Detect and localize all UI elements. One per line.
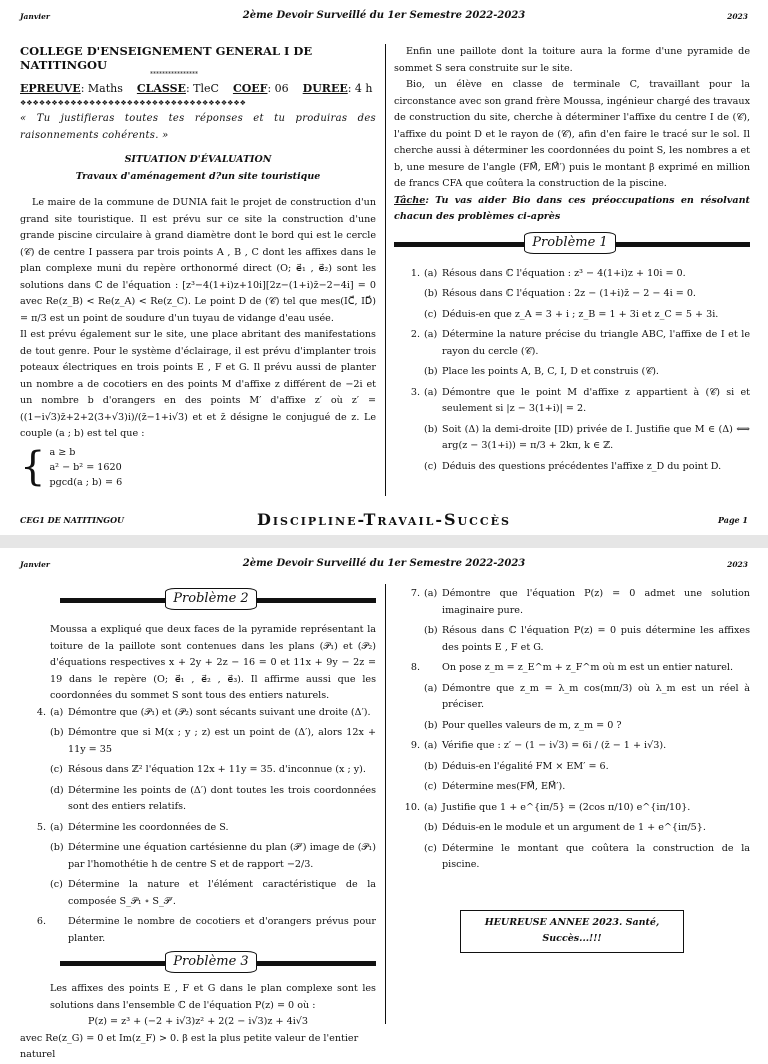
question-letter: (b)	[424, 822, 438, 833]
question-letter: (a)	[424, 588, 438, 599]
question-item	[394, 327, 750, 360]
diamond-decoration: ❖❖❖❖❖❖❖❖❖❖❖❖❖❖❖❖❖❖❖❖❖❖❖❖❖❖❖❖❖❖❖❖❖❖❖❖	[20, 99, 246, 107]
question-item	[394, 422, 750, 455]
task-label: Tâche	[394, 194, 426, 206]
question-number: 10.	[404, 801, 420, 813]
question-number	[20, 877, 46, 910]
problem-1-heading	[394, 232, 750, 256]
question-item	[394, 841, 750, 874]
question-item	[20, 840, 376, 873]
question-text: Place les points A, B, C, I, D et construis (𝒞).	[442, 366, 659, 377]
task-text: : Tu vas aider Bio dans ces préoccupations en résolvant chacun des problèmes ci-après	[394, 194, 750, 222]
question-text: Résous dans ℤ² l'équation 12x + 11y = 35. d'inconnue (x ; y).	[68, 764, 366, 775]
question-number	[20, 783, 46, 816]
question-letter: (a)	[424, 740, 438, 751]
header-title: 2ème Devoir Surveillé du 1er Semestre 2022-2023	[242, 10, 526, 21]
question-number: 8.	[410, 662, 420, 673]
question-number: 5.	[36, 821, 46, 833]
question-text: Détermine le nombre de cocotiers et d'orangers prévus pour planter.	[68, 916, 376, 944]
question-letter: (a)	[50, 821, 64, 833]
question-item	[20, 914, 376, 947]
right-paragraph-2: Bio, un élève en classe de terminale C, travaillant pour la circonstance avec son grand frère Moussa, ingénieur chargé des travaux de construction du site, cherche à déterminer l'affixe du centre I de (𝒞), l'affixe du point D et le rayon de (𝒞), afin d'en faire le tracé sur le sol. Il cherche aussi à déterminer les coordonnées du point S, les nombres a et b, une mesure de l'angle (FM⃗, EM⃗′) puis le montant β exprimé en million de francs CFA que coûtera la construction de la piscine.	[394, 79, 750, 189]
question-item	[20, 705, 376, 722]
header-year: 2023	[727, 12, 748, 21]
advice-text: « Tu justifieras toutes tes réponses et tu produiras des raisonnements cohérents. »	[20, 113, 376, 141]
question-letter	[50, 914, 68, 947]
question-text: Détermine la nature précise du triangle ABC, l'affixe de I et le rayon du cercle (𝒞).	[442, 329, 750, 357]
question-item	[394, 779, 750, 796]
header-title: 2ème Devoir Surveillé du 1er Semestre 2022-2023	[242, 558, 526, 569]
coef-label: COEF	[232, 82, 268, 95]
question-text: Démontre que le point M d'affixe z appartient à (𝒞) si et seulement si |z − 3(1+i)| = 2.	[442, 386, 750, 414]
epreuve-label: EPREUVE	[20, 82, 81, 95]
situation-title: SITUATION D'ÉVALUATION	[124, 154, 272, 165]
header-month: Janvier	[20, 12, 50, 21]
intro-paragraph-1: Le maire de la commune de DUNIA fait le projet de construction d'un grand site touristique. Il est prévu sur ce site la construction d'une grande piscine circulaire à grand diamètre dont le bord qui est le cercle (𝒞) de centre I passera par trois points A , B , C dont les affixes dans le plan complexe muni du repère orthonormé direct (O; e⃗₁ , e⃗₂) sont les solutions dans ℂ de l'équation : [z³−4(1+i)z+10i][2z−(1+i)z̄−2−4i] = 0 avec Re(z_B) < Re(z_A) < Re(z_C). Le point D de (𝒞) tel que mes(IC⃗, ID⃗) = π/3 est un point de soudure d'un tuyau de vidange d'eau usée.	[20, 197, 376, 324]
question-number	[394, 623, 420, 656]
question-text: Démontre que l'équation P(z) = 0 admet une solution imaginaire pure.	[442, 588, 750, 616]
left-column-2	[20, 586, 376, 1064]
problem-2-heading	[20, 588, 376, 612]
problem-2-title: Problème 2	[165, 588, 257, 610]
right-column	[394, 44, 750, 479]
problem-3-title: Problème 3	[165, 951, 257, 973]
question-item	[394, 286, 750, 303]
page-separator	[0, 535, 768, 548]
question-letter: (c)	[50, 879, 63, 890]
question-number	[394, 779, 420, 796]
page-footer	[20, 510, 748, 530]
question-item	[20, 762, 376, 779]
question-item	[20, 725, 376, 758]
question-number	[394, 820, 420, 837]
question-number	[394, 286, 420, 303]
question-letter: (b)	[424, 719, 438, 731]
question-text: Détermine la nature et l'élément caractéristique de la composée S_𝒫₁ ∘ S_𝒫′.	[68, 879, 376, 907]
problem-3-questions	[394, 586, 750, 874]
question-text: Démontre que z_m = λ_m cos(mπ/3) où λ_m est un réel à préciser.	[442, 682, 750, 710]
question-number: 3.	[410, 386, 420, 398]
question-number	[394, 364, 420, 381]
question-letter: (a)	[50, 706, 64, 718]
question-text: Détermine mes(FM⃗, EM⃗′).	[442, 781, 566, 792]
left-column	[20, 44, 376, 490]
question-letter: (b)	[424, 625, 438, 636]
classe-value: : TleC	[185, 82, 219, 95]
page-header	[20, 10, 748, 24]
question-item	[394, 385, 750, 418]
question-text: Pour quelles valeurs de m, z_m = 0 ?	[442, 719, 622, 731]
question-letter: (b)	[424, 760, 438, 772]
question-number	[394, 681, 420, 714]
header-month: Janvier	[20, 560, 50, 569]
exam-meta	[20, 80, 376, 98]
question-text: Résous dans ℂ l'équation : z³ − 4(1+i)z + 10i = 0.	[442, 267, 686, 279]
question-text: Vérifie que : z′ − (1 − i√3) = 6i / (z̄ − 1 + i√3).	[442, 740, 667, 751]
question-text: Justifie que 1 + e^{iπ/5} = (2cos π/10) e^{iπ/10}.	[442, 801, 691, 813]
page-2	[0, 548, 768, 1060]
classe-label: CLASSE	[136, 82, 186, 95]
question-text: Démontre que si M(x ; y ; z) est un point de (Δ′), alors 12x + 11y = 35	[68, 727, 376, 755]
question-number	[20, 725, 46, 758]
problem-1-list	[394, 266, 750, 476]
question-letter: (d)	[50, 784, 64, 796]
question-text: Déduis-en que z_A = 3 + i ; z_B = 1 + 3i et z_C = 5 + 3i.	[442, 308, 719, 320]
question-text: Démontre que (𝒫₁) et (𝒫₂) sont sécants suivant une droite (Δ′).	[68, 706, 371, 718]
question-letter: (c)	[424, 781, 437, 792]
question-item	[394, 681, 750, 714]
question-letter: (c)	[50, 764, 63, 775]
new-year-wish: HEUREUSE ANNEE 2023. Santé, Succès...!!!	[460, 910, 684, 953]
question-text: On pose z_m = z_E^m + z_F^m où m est un entier naturel.	[442, 662, 734, 673]
question-number: 4.	[36, 706, 46, 718]
question-number	[20, 762, 46, 779]
question-number	[394, 422, 420, 455]
header-year: 2023	[727, 560, 748, 569]
duree-label: DUREE	[302, 82, 348, 95]
problem-1-title: Problème 1	[524, 232, 616, 254]
question-letter: (a)	[424, 267, 438, 279]
question-letter: (a)	[424, 386, 438, 398]
question-text: Détermine les points de (Δ′) dont toutes les trois coordonnées sont des entiers relatifs.	[68, 784, 376, 812]
question-text: Déduis-en le module et un argument de 1 + e^{iπ/5}.	[442, 822, 706, 833]
system-line-2: a² − b² = 1620	[49, 461, 122, 473]
coef-value: : 06	[267, 82, 289, 95]
epreuve-value: : Maths	[80, 82, 123, 95]
question-letter: (b)	[424, 423, 438, 435]
question-item	[20, 820, 376, 837]
question-letter: (b)	[424, 288, 438, 299]
question-text: Soit (Δ) la demi-droite [ID) privée de I. Justifie que M ∈ (Δ) ⟺ arg(z − 3(1+i)) = π/3 + 2kπ, k ∈ ℤ.	[442, 423, 750, 451]
question-number: 9.	[410, 740, 420, 751]
question-text: Détermine une équation cartésienne du plan (𝒫′) image de (𝒫₁) par l'homothétie h de centre S et de rapport −2/3.	[68, 842, 376, 870]
question-item	[394, 718, 750, 735]
column-divider	[385, 44, 386, 496]
question-item	[394, 266, 750, 283]
stars-decoration: ****************	[150, 71, 198, 78]
question-number	[20, 840, 46, 873]
question-number	[394, 459, 420, 476]
intro-paragraph-2: Il est prévu également sur le site, une place abritant des manifestations de tout genre. Pour le système d'éclairage, il est prévu d'implanter trois poteaux électriques en trois points E , F et G. Il prévu aussi de planter un nombre a de cocotiers en des points M d'affixe z différent de −2i et un nombre b d'orangers en des points M′ d'affixe z′ où z′ = ((1−i√3)z̄+2+2(3+√3)i)/(z̄−1+i√3) et et z̄ désigne le conjugué de z. Le couple (a ; b) est tel que :	[20, 329, 376, 439]
question-letter: (a)	[424, 682, 438, 694]
question-number: 1.	[410, 267, 420, 279]
system-line-3: pgcd(a ; b) = 6	[49, 476, 123, 488]
question-item	[394, 738, 750, 755]
problem-3-tail: avec Re(z_G) = 0 et Im(z_F) > 0. β est la plus petite valeur de l'entier naturel	[20, 1032, 359, 1060]
right-paragraph-1: Enfin une paillote dont la toiture aura la forme d'une pyramide de sommet S sera construite sur le site.	[394, 46, 750, 74]
problem-2-list	[20, 705, 376, 948]
question-letter: (c)	[424, 460, 437, 472]
question-item	[20, 877, 376, 910]
question-number	[394, 718, 420, 735]
column-divider	[385, 584, 386, 1024]
question-item	[394, 759, 750, 776]
question-text: Résous dans ℂ l'équation P(z) = 0 puis détermine les affixes des points E , F et G.	[442, 625, 750, 653]
question-letter: (a)	[424, 801, 438, 813]
question-letter: (b)	[50, 727, 64, 738]
question-item	[394, 820, 750, 837]
question-number: 7.	[410, 588, 420, 599]
question-item	[20, 783, 376, 816]
question-item	[394, 364, 750, 381]
question-letter: (b)	[424, 366, 438, 377]
question-item	[394, 800, 750, 817]
duree-value: : 4 h	[347, 82, 373, 95]
question-text: Détermine le montant que coûtera la construction de la piscine.	[442, 842, 750, 870]
question-number	[394, 307, 420, 324]
problem-2-intro: Moussa a expliqué que deux faces de la pyramide représentant la toiture de la paillote sont contenues dans les plans (𝒫₁) et (𝒫₂) d'équations respectives x + 2y + 2z − 16 = 0 et 11x + 9y − 2z = 19 dans le repère (O; e⃗₁ , e⃗₂ , e⃗₃). Il affirme aussi que les coordonnées du sommet S sont tous des entiers naturels.	[50, 624, 376, 701]
situation-subtitle: Travaux d'aménagement d?un site touristique	[75, 170, 321, 182]
polynomial-equation: P(z) = z³ + (−2 + i√3)z² + 2(2 − i√3)z + 4i√3	[88, 1016, 308, 1027]
question-letter: (b)	[50, 842, 64, 853]
problem-3-heading	[20, 951, 376, 975]
question-text: Résous dans ℂ l'équation : 2z − (1+i)z̄ − 2 − 4i = 0.	[442, 288, 696, 299]
question-letter: (c)	[424, 308, 437, 320]
footer-page: Page 1	[717, 515, 748, 525]
question-item	[394, 307, 750, 324]
right-column-2	[394, 586, 750, 953]
question-text: Détermine les coordonnées de S.	[68, 821, 229, 833]
question-item	[394, 660, 750, 677]
footer-school: CEG1 DE NATITINGOU	[20, 515, 125, 525]
system-line-1: a ≥ b	[49, 446, 76, 458]
question-text: Déduis des questions précédentes l'affixe z_D du point D.	[442, 460, 722, 472]
page-header-2	[20, 558, 748, 572]
question-text: Déduis-en l'égalité FM × EM′ = 6.	[442, 760, 609, 772]
question-item	[394, 623, 750, 656]
question-letter: (c)	[424, 842, 437, 854]
problem-3-intro: Les affixes des points E , F et G dans le plan complexe sont les solutions dans l'ensemble ℂ de l'équation P(z) = 0 où :	[50, 983, 376, 1011]
question-item	[394, 586, 750, 619]
question-letter: (a)	[424, 329, 438, 340]
question-letter	[424, 660, 442, 677]
question-number: 2.	[410, 329, 420, 340]
conditions-system	[20, 445, 376, 490]
question-number: 6.	[36, 916, 46, 927]
task-statement	[394, 193, 750, 226]
brace-symbol: {	[20, 444, 46, 490]
school-name: COLLEGE D'ENSEIGNEMENT GENERAL I DE NATITINGOU	[20, 44, 313, 72]
question-number	[394, 759, 420, 776]
question-item	[394, 459, 750, 476]
footer-motto: Discipline-Travail-Succès	[257, 510, 511, 529]
question-number	[394, 841, 420, 874]
